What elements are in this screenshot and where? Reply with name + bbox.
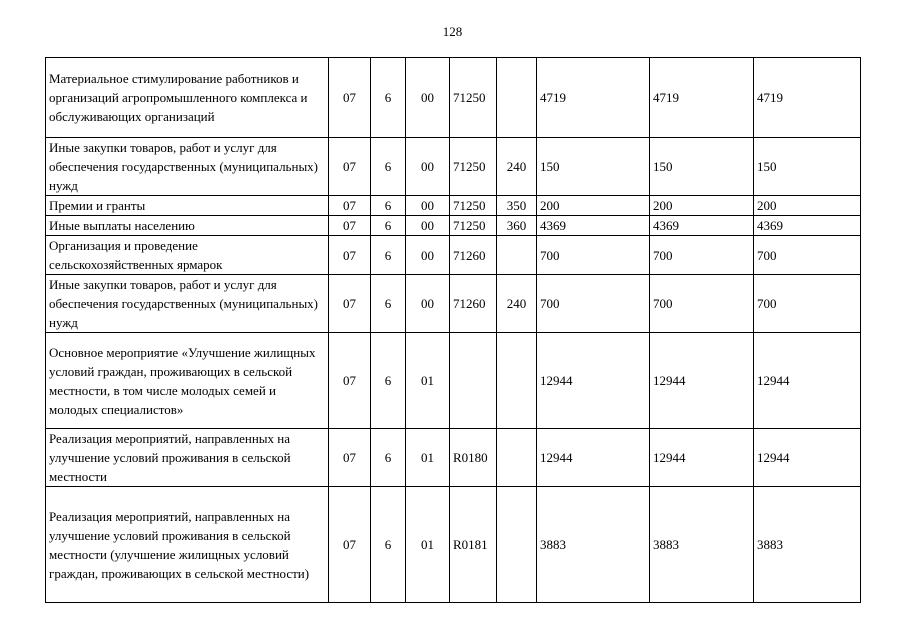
expense-type-cell — [497, 236, 537, 275]
amount-cell-1: 12944 — [537, 429, 650, 487]
table-row — [46, 58, 861, 138]
amount-cell-3: 4369 — [754, 216, 861, 236]
budget-table — [45, 57, 861, 603]
amount-cell-3: 700 — [754, 236, 861, 275]
expense-type-cell — [497, 333, 537, 429]
amount-cell-2: 200 — [650, 196, 754, 216]
subsection-code-cell: 6 — [371, 236, 406, 275]
table-row — [46, 487, 861, 603]
table-row — [46, 138, 861, 196]
target-code-cell: 71260 — [450, 236, 497, 275]
expense-type-cell: 360 — [497, 216, 537, 236]
program-code-cell: 01 — [406, 333, 450, 429]
amount-cell-1: 700 — [537, 236, 650, 275]
row-name-cell: Реализация мероприятий, направленных на улучшение условий проживания в сельской местности (улучшение жилищных условий граждан, проживающих в сельской местности) — [46, 487, 329, 603]
amount-cell-3: 3883 — [754, 487, 861, 603]
row-name-cell: Иные закупки товаров, работ и услуг для обеспечения государственных (муниципальных) нужд — [46, 138, 329, 196]
row-name-cell: Премии и гранты — [46, 196, 329, 216]
subsection-code-cell: 6 — [371, 429, 406, 487]
amount-cell-1: 150 — [537, 138, 650, 196]
row-name-cell: Реализация мероприятий, направленных на улучшение условий проживания в сельской местности — [46, 429, 329, 487]
section-code-cell: 07 — [329, 487, 371, 603]
target-code-cell — [450, 333, 497, 429]
target-code-cell: 71250 — [450, 58, 497, 138]
amount-cell-3: 12944 — [754, 429, 861, 487]
section-code-cell: 07 — [329, 58, 371, 138]
program-code-cell: 00 — [406, 58, 450, 138]
amount-cell-1: 700 — [537, 275, 650, 333]
table-row — [46, 429, 861, 487]
amount-cell-1: 12944 — [537, 333, 650, 429]
target-code-cell: R0180 — [450, 429, 497, 487]
amount-cell-1: 4369 — [537, 216, 650, 236]
amount-cell-3: 700 — [754, 275, 861, 333]
section-code-cell: 07 — [329, 429, 371, 487]
target-code-cell: 71250 — [450, 138, 497, 196]
table-row — [46, 275, 861, 333]
target-code-cell: 71260 — [450, 275, 497, 333]
amount-cell-2: 12944 — [650, 429, 754, 487]
amount-cell-1: 3883 — [537, 487, 650, 603]
expense-type-cell — [497, 58, 537, 138]
program-code-cell: 00 — [406, 236, 450, 275]
amount-cell-2: 3883 — [650, 487, 754, 603]
amount-cell-3: 150 — [754, 138, 861, 196]
subsection-code-cell: 6 — [371, 487, 406, 603]
row-name-cell: Материальное стимулирование работников и организаций агропромышленного комплекса и обслуживающих организаций — [46, 58, 329, 138]
amount-cell-2: 700 — [650, 236, 754, 275]
page-number: 128 — [442, 24, 463, 39]
table-row — [46, 236, 861, 275]
section-code-cell: 07 — [329, 216, 371, 236]
program-code-cell: 01 — [406, 429, 450, 487]
section-code-cell: 07 — [329, 236, 371, 275]
amount-cell-2: 4369 — [650, 216, 754, 236]
table-row — [46, 196, 861, 216]
subsection-code-cell: 6 — [371, 216, 406, 236]
amount-cell-2: 12944 — [650, 333, 754, 429]
amount-cell-3: 4719 — [754, 58, 861, 138]
subsection-code-cell: 6 — [371, 333, 406, 429]
row-name-cell: Основное мероприятие «Улучшение жилищных условий граждан, проживающих в сельской местности, в том числе молодых семей и молодых специалистов» — [46, 333, 329, 429]
expense-type-cell — [497, 487, 537, 603]
section-code-cell: 07 — [329, 138, 371, 196]
amount-cell-2: 4719 — [650, 58, 754, 138]
target-code-cell: 71250 — [450, 216, 497, 236]
subsection-code-cell: 6 — [371, 196, 406, 216]
expense-type-cell: 240 — [497, 138, 537, 196]
row-name-cell: Иные выплаты населению — [46, 216, 329, 236]
subsection-code-cell: 6 — [371, 275, 406, 333]
section-code-cell: 07 — [329, 275, 371, 333]
row-name-cell: Иные закупки товаров, работ и услуг для обеспечения государственных (муниципальных) нужд — [46, 275, 329, 333]
amount-cell-2: 150 — [650, 138, 754, 196]
target-code-cell: 71250 — [450, 196, 497, 216]
subsection-code-cell: 6 — [371, 138, 406, 196]
program-code-cell: 00 — [406, 216, 450, 236]
program-code-cell: 00 — [406, 196, 450, 216]
amount-cell-3: 200 — [754, 196, 861, 216]
expense-type-cell: 350 — [497, 196, 537, 216]
program-code-cell: 00 — [406, 138, 450, 196]
expense-type-cell — [497, 429, 537, 487]
amount-cell-1: 4719 — [537, 58, 650, 138]
section-code-cell: 07 — [329, 333, 371, 429]
table-row — [46, 216, 861, 236]
row-name-cell: Организация и проведение сельскохозяйственных ярмарок — [46, 236, 329, 275]
program-code-cell: 01 — [406, 487, 450, 603]
table-row — [46, 333, 861, 429]
amount-cell-1: 200 — [537, 196, 650, 216]
program-code-cell: 00 — [406, 275, 450, 333]
amount-cell-2: 700 — [650, 275, 754, 333]
section-code-cell: 07 — [329, 196, 371, 216]
amount-cell-3: 12944 — [754, 333, 861, 429]
target-code-cell: R0181 — [450, 487, 497, 603]
expense-type-cell: 240 — [497, 275, 537, 333]
subsection-code-cell: 6 — [371, 58, 406, 138]
